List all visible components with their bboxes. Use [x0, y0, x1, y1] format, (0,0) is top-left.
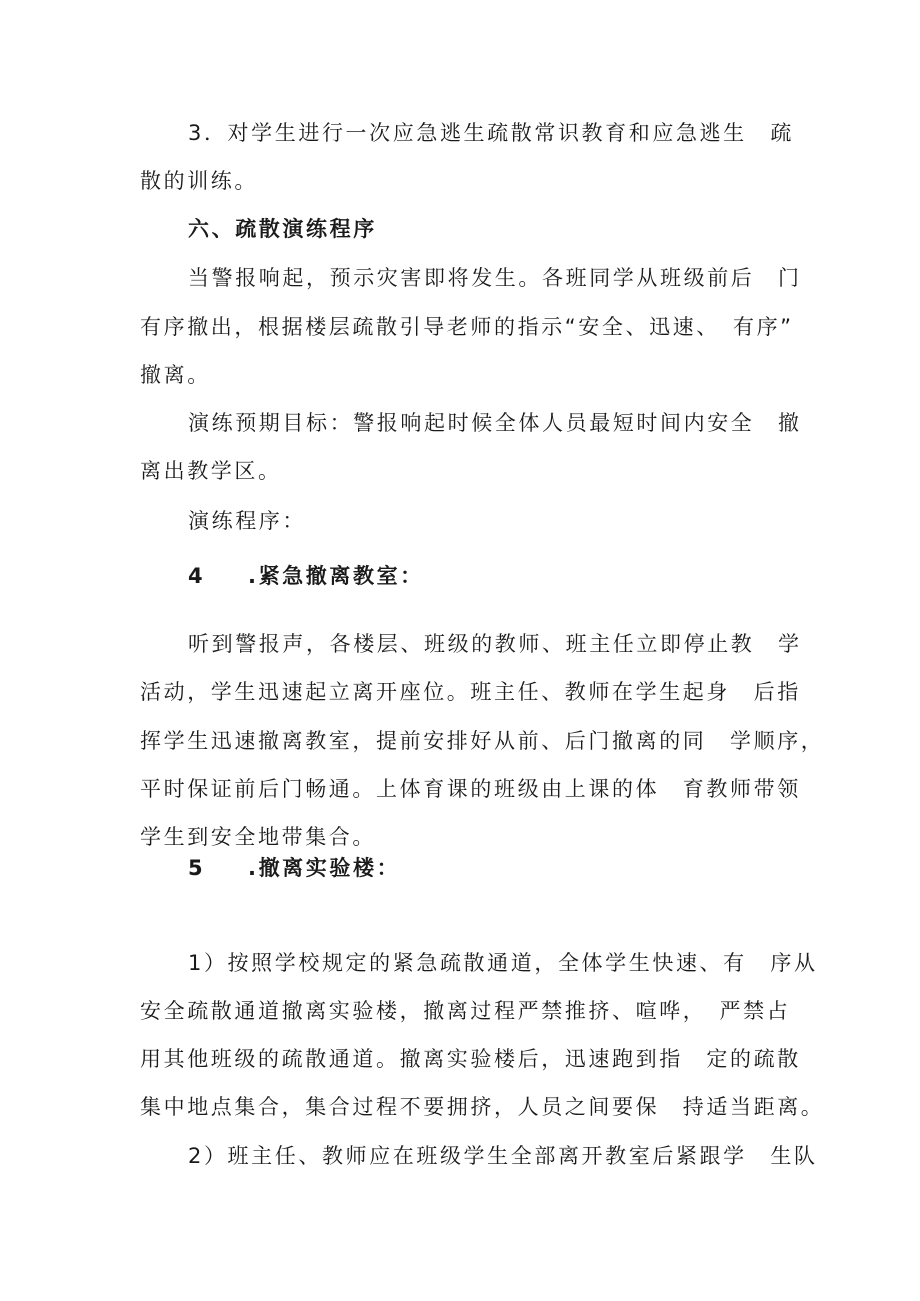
- para-lab1-line4: 集中地点集合，集合过程不要拥挤，人员之间要保 持适当距离。: [140, 1095, 825, 1119]
- step5-number: 5: [188, 856, 203, 880]
- para-goal-line1: 演练预期目标：警报响起时候全体人员最短时间内安全 撤: [188, 411, 802, 435]
- para-classroom-line4: 平时保证前后门畅通。上体育课的班级由上课的体 育教师带领: [140, 777, 801, 801]
- step4-number: 4: [188, 564, 203, 588]
- para-lab1-line3: 用其他班级的疏散通道。撤离实验楼后，迅速跑到指 定的疏散: [140, 1047, 801, 1071]
- para-goal-line2: 离出教学区。: [140, 459, 282, 483]
- step4-title: .紧急撤离教室：: [248, 564, 424, 588]
- para-classroom-line5: 学生到安全地带集合。: [140, 825, 376, 849]
- para-lab1-line2: 安全疏散通道撤离实验楼，撤离过程严禁推挤、喧哗， 严禁占: [140, 999, 791, 1023]
- item3-line1: 3．对学生进行一次应急逃生疏散常识教育和应急逃生 疏: [188, 121, 794, 145]
- para-alarm-line2: 有序撤出，根据楼层疏散引导老师的指示“安全、迅速、 有序”: [140, 315, 794, 339]
- para-lab1-line1: 1）按照学校规定的紧急疏散通道，全体学生快速、有 序从: [188, 951, 818, 975]
- step4-heading: [188, 561, 424, 591]
- para-alarm-line1: 当警报响起，预示灾害即将发生。各班同学从班级前后 门: [188, 266, 802, 290]
- para-classroom-line1: 听到警报声，各楼层、班级的教师、班主任立即停止教 学: [188, 632, 802, 656]
- section6-heading: 六、疏散演练程序: [188, 217, 377, 241]
- item3-line2: 散的训练。: [140, 169, 258, 193]
- para-classroom-line3: 挥学生迅速撤离教室，提前安排好从前、后门撤离的同 学顺序，: [140, 729, 825, 753]
- procedure-label: 演练程序：: [188, 509, 306, 533]
- para-alarm-line3: 撤离。: [140, 363, 211, 387]
- step5-heading: [188, 853, 400, 883]
- step5-title: .撤离实验楼：: [248, 856, 401, 880]
- para-lab2-line1: 2）班主任、教师应在班级学生全部离开教室后紧跟学 生队: [188, 1144, 818, 1168]
- para-classroom-line2: 活动，学生迅速起立离开座位。班主任、教师在学生起身 后指: [140, 680, 801, 704]
